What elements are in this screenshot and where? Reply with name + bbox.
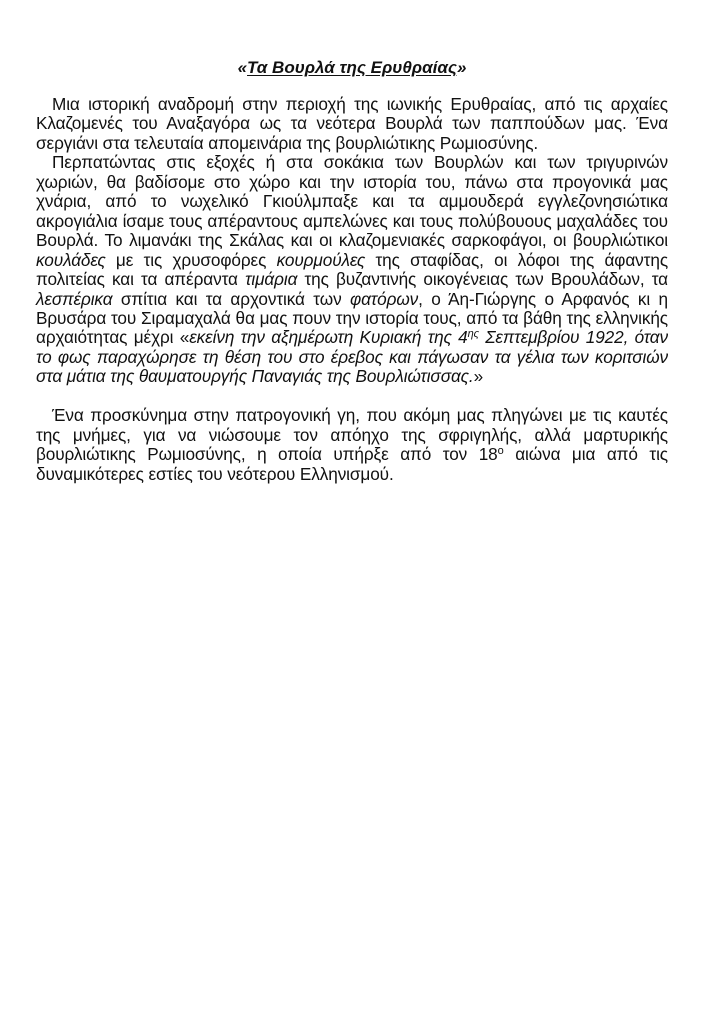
- text-run: της βυζαντινής οικογένειας των Βρουλάδων, τα: [297, 269, 669, 290]
- text-run: της σταφίδας, οι λόφοι της άφαντης πολιτείας και τα απέραντα: [36, 249, 668, 290]
- text-run: αιώνα μια από τις δυναμικότερες εστίες του νεότερου Ελληνισμού.: [36, 444, 668, 484]
- paragraph-3: [36, 406, 668, 484]
- text-run: με τις χρυσοφόρες: [105, 249, 277, 270]
- text-run: σπίτια και τα αρχοντικά των: [112, 288, 350, 309]
- italic-text: κουρμούλες: [276, 249, 366, 270]
- italic-text: φατόρων: [349, 288, 419, 309]
- title-close-quote: »: [456, 58, 467, 77]
- italic-text: Σεπτεμβρίου 1922, όταν το φως παραχώρησε τη θέση του στο έρεβος και πάγωσαν τα γέλια των κοριτσιών στα μάτια της θαυματουργής Παναγιάς της Βουρλιώτισσας.: [36, 327, 668, 387]
- text-run: »: [473, 366, 484, 387]
- italic-text: εκείνη την αξημέρωτη Κυριακή της 4: [189, 327, 468, 348]
- italic-text: κουλάδες: [36, 249, 106, 270]
- text-run: Μια ιστορική αναδρομή στην περιοχή της ιωνικής Ερυθραίας, από τις αρχαίες Κλαζομενές του Αναξαγόρα ως τα νεότερα Βουρλά των παππούδων μας. Ένα σεργιάνι στα τελευταία απομεινάρια της βουρλιώτικης Ρωμιοσύνης.: [36, 94, 668, 153]
- superscript-text: ης: [467, 328, 479, 341]
- text-run: Ένα προσκύνημα στην πατρογονική γη, που ακόμη μας πληγώνει με τις καυτές της μνήμες, για να νιώσουμε τον απόηχο της σφριγηλής, αλλά μαρτυρικής βουρλιώτικης Ρωμιοσύνης, η οποία υπήρξε από τον 18: [36, 405, 668, 465]
- superscript-text: ο: [497, 445, 504, 458]
- text-run: , ο Άη-Γιώργης ο Αρφανός κι η Βρυσάρα του Σιραμαχαλά θα μας πουν την ιστορία τους, από τα βάθη της ελληνικής αρχαιότητας μέχρι «: [36, 288, 668, 348]
- paragraph-1: [36, 95, 668, 153]
- document-body: [36, 95, 668, 484]
- italic-text: λεσπέρικα: [36, 288, 113, 309]
- document-title: [36, 58, 668, 78]
- italic-text: τιμάρια: [245, 269, 298, 290]
- paragraph-2: [36, 153, 668, 386]
- text-run: Περπατώντας στις εξοχές ή στα σοκάκια των Βουρλών και των τριγυρινών χωριών, θα βαδίσομε στο χώρο και την ιστορία του, πάνω στα προγονικά μας χνάρια, από το νωχελικό Γκιούλμπαξε και τα αμμουδερά εγγλεζονησιώτικα ακρογιάλια ίσαμε τους απέραντους αμπελώνες και τους πολύβουους μαχαλάδες του Βουρλά. Το λιμανάκι της Σκάλας και οι κλαζομενιακές σαρκοφάγοι, οι βουρλιώτικοι: [36, 152, 668, 251]
- title-text: Τα Βουρλά της Ερυθραίας: [247, 58, 457, 77]
- title-open-quote: «: [237, 58, 248, 77]
